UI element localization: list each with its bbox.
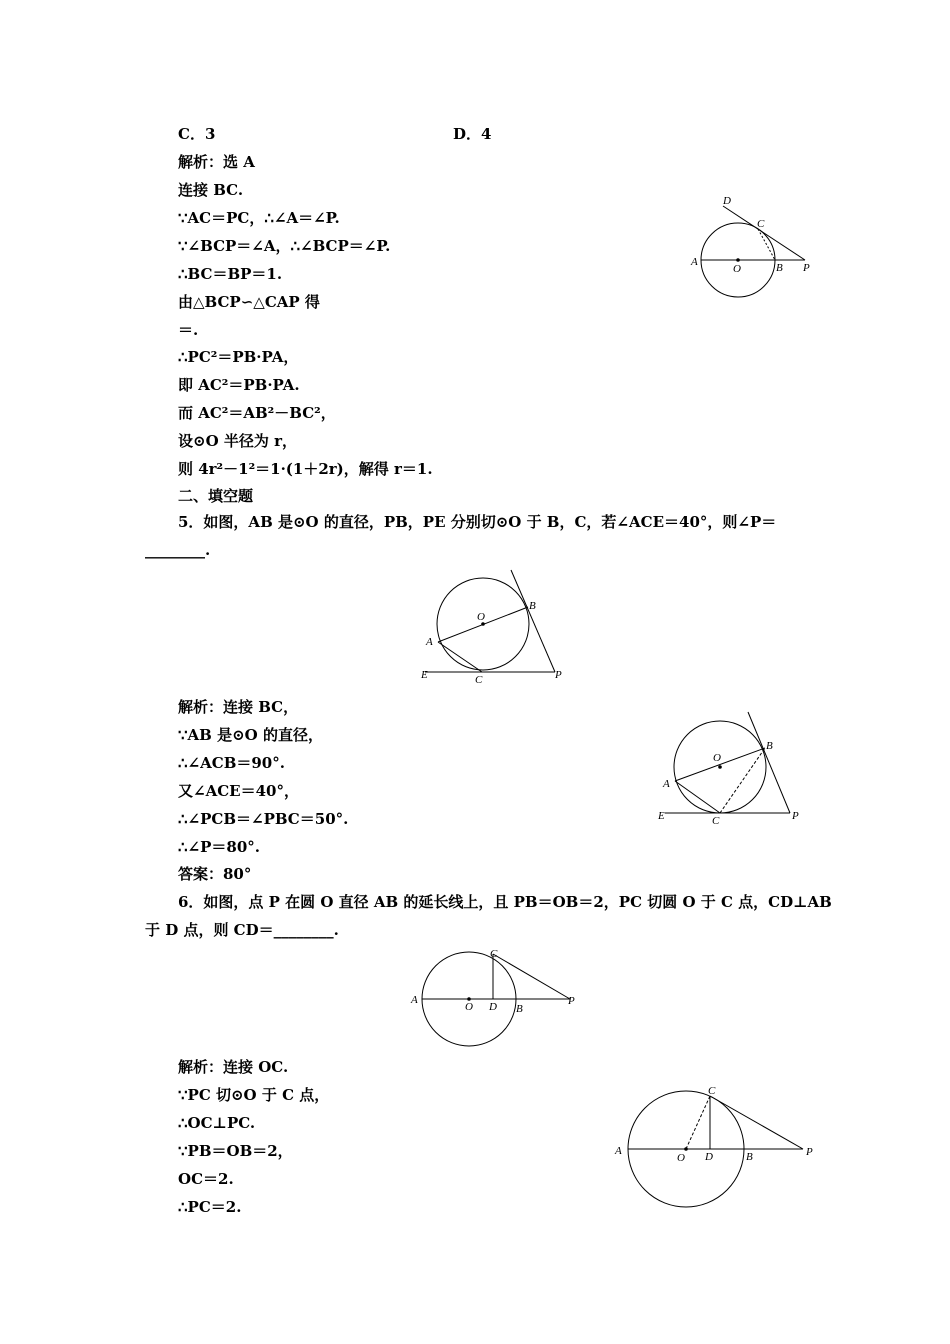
solution-line: ∵AC＝PC，∴∠A＝∠P. — [178, 209, 340, 227]
label-p: P — [555, 669, 562, 681]
solution-line: 又∠ACE＝40°， — [178, 782, 299, 800]
solution-line: 即 AC²＝PB·PA. — [178, 376, 300, 394]
label-o: O — [733, 263, 741, 275]
solution-line: ∴∠ACB＝90°. — [178, 754, 285, 772]
label-b: B — [529, 600, 536, 612]
label-e: E — [421, 669, 428, 681]
label-b: B — [776, 262, 783, 274]
q5-stem: 5．如图，AB 是⊙O 的直径，PB，PE 分别切⊙O 于 B，C，若∠ACE＝40°，则∠P＝ — [178, 513, 777, 531]
solution-line: 解析：连接 BC， — [178, 698, 299, 716]
solution-line: 由△BCP∽△CAP 得 — [178, 293, 320, 311]
solution-line: ∵∠BCP＝∠A，∴∠BCP＝∠P. — [178, 237, 391, 255]
section-heading: 二、填空题 — [178, 487, 254, 505]
q4-figure — [685, 190, 815, 305]
label-c: C — [757, 218, 765, 230]
q5-figure — [415, 565, 575, 690]
solution-line: 解析：连接 OC. — [178, 1058, 289, 1076]
solution-line: ∴∠P＝80°. — [178, 838, 260, 856]
answer-line: 答案：80° — [178, 865, 252, 883]
label-c: C — [490, 948, 498, 960]
label-c: C — [475, 674, 483, 686]
solution-line: 而 AC²＝AB²－BC²， — [178, 404, 336, 422]
label-b: B — [746, 1151, 753, 1163]
solution-line: 设⊙O 半径为 r， — [178, 432, 297, 450]
solution-line: ∴BC＝BP＝1. — [178, 265, 283, 283]
solution-line: ∵PB＝OB＝2， — [178, 1142, 293, 1160]
label-a: A — [615, 1145, 622, 1157]
label-e: E — [658, 810, 665, 822]
solution-line: ∴PC²＝PB·PA， — [178, 348, 299, 366]
label-o: O — [477, 611, 485, 623]
label-d: D — [705, 1151, 713, 1163]
label-b: B — [766, 740, 773, 752]
solution-line: ∴PC＝2. — [178, 1198, 242, 1216]
solution-line: ∵PC 切⊙O 于 C 点， — [178, 1086, 330, 1104]
option-d: D．4 — [453, 125, 492, 143]
solution-line: ∵AB 是⊙O 的直径， — [178, 726, 323, 744]
solution-line: ∴∠PCB＝∠PBC＝50°. — [178, 810, 349, 828]
q5-solution-figure — [655, 708, 810, 833]
label-o: O — [677, 1152, 685, 1164]
option-c: C．3 — [178, 125, 216, 143]
solution-line: 则 4r²－1²＝1·(1＋2r)，解得 r＝1. — [178, 460, 433, 478]
label-o: O — [465, 1001, 473, 1013]
q6-stem-cont: 于 D 点，则 CD＝________. — [145, 921, 339, 939]
label-o: O — [713, 752, 721, 764]
label-a: A — [426, 636, 433, 648]
solution-line: OC＝2. — [178, 1170, 234, 1188]
solution-line: 解析：选 A — [178, 153, 255, 171]
q6-figure — [405, 943, 585, 1053]
solution-line: ＝. — [178, 321, 199, 339]
label-d: D — [489, 1001, 497, 1013]
q6-stem: 6．如图，点 P 在圆 O 直径 AB 的延长线上，且 PB＝OB＝2，PC 切圆 O 于 C 点，CD⊥AB — [178, 893, 832, 911]
solution-line: ∴OC⊥PC. — [178, 1114, 256, 1132]
label-p: P — [803, 262, 810, 274]
q6-solution-figure — [610, 1080, 820, 1215]
label-a: A — [663, 778, 670, 790]
label-p: P — [792, 810, 799, 822]
label-b: B — [516, 1003, 523, 1015]
label-p: P — [568, 995, 575, 1007]
label-a: A — [691, 256, 698, 268]
q5-blank: ________. — [145, 541, 211, 559]
label-d: D — [723, 195, 731, 207]
solution-line: 连接 BC. — [178, 181, 244, 199]
label-a: A — [411, 994, 418, 1006]
label-c: C — [708, 1085, 716, 1097]
label-p: P — [806, 1146, 813, 1158]
label-c: C — [712, 815, 720, 827]
